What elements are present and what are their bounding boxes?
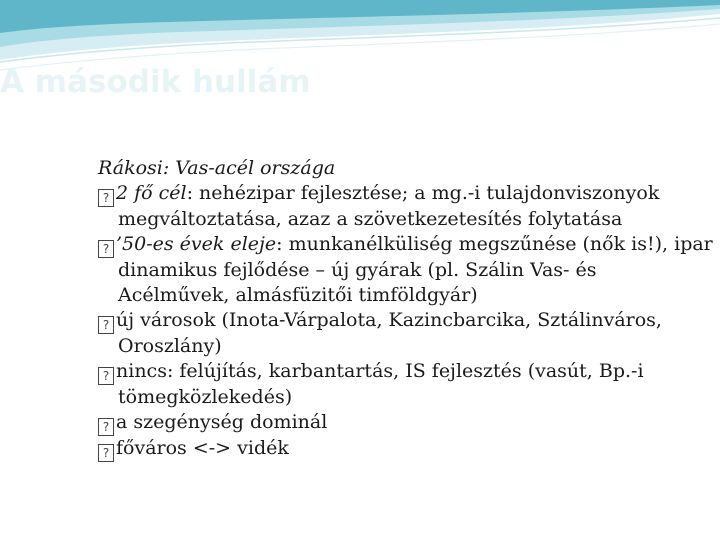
bullet-4-text: nincs: felújítás, karbantartás, IS fejlesztés (vasút, Bp.-i tömegközlekedés) <box>116 360 644 408</box>
bullet-2-text: : munkanélküliség megszűnése (nők is!), ipar dinamikus fejlődése – új gyárak (pl. Szálin Vas- és Acélművek, almásfüzitői timföldgyár) <box>118 233 713 306</box>
missing-glyph-icon <box>98 316 114 334</box>
bullet-5-text: a szegénység dominál <box>116 411 328 433</box>
bullet-item-4 <box>98 359 713 410</box>
bullet-item-2 <box>98 232 713 308</box>
content-body <box>98 156 713 462</box>
bullet-item-6 <box>98 436 713 462</box>
intro-prefix: Rákosi <box>98 157 163 179</box>
page-title: A második hullám <box>0 64 311 100</box>
missing-glyph-icon <box>98 189 114 207</box>
bullet-item-1 <box>98 181 713 232</box>
bullet-item-3 <box>98 308 713 359</box>
missing-glyph-icon <box>98 418 114 436</box>
bullet-6-text: főváros <-> vidék <box>116 437 289 459</box>
bullet-3-text: új városok (Inota-Várpalota, Kazincbarcika, Sztálinváros, Oroszlány) <box>116 309 662 357</box>
missing-glyph-icon <box>98 444 114 462</box>
intro-line <box>98 156 713 181</box>
missing-glyph-icon <box>98 240 114 258</box>
bullet-2-emphasis: ’50-es évek eleje <box>116 233 277 255</box>
bullet-1-text: : nehézipar fejlesztése; a mg.-i tulajdonviszonyok megváltoztatása, azaz a szövetkezetesítés folytatása <box>118 182 660 230</box>
bullet-1-emphasis: 2 fő cél <box>116 182 187 204</box>
intro-suffix: : Vas-acél országa <box>162 157 336 179</box>
missing-glyph-icon <box>98 367 114 385</box>
bullet-item-5 <box>98 410 713 436</box>
